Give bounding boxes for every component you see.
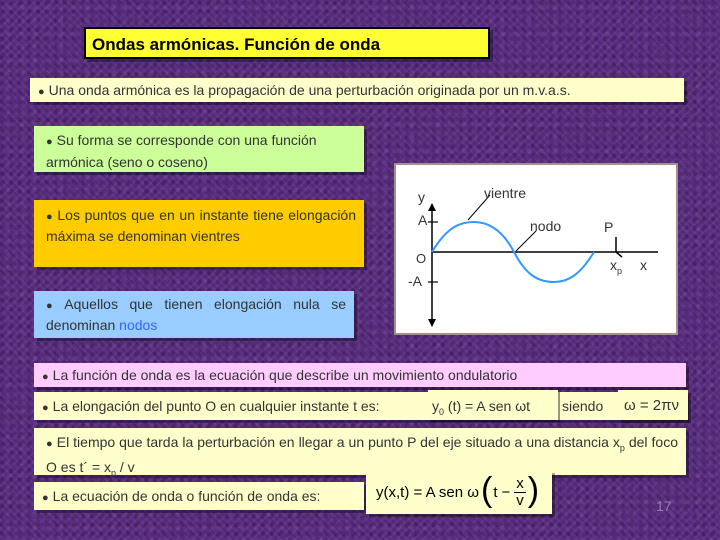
text-ecuacion-onda-label: La ecuación de onda o función de onda es: — [52, 488, 321, 504]
bullet-icon: ● — [46, 438, 53, 450]
bullet-icon: ● — [46, 300, 61, 312]
text-nodos — [34, 291, 354, 338]
eq-y0-main: y — [432, 398, 439, 414]
label-xp-main: x — [610, 257, 617, 273]
text-siendo: siendo — [562, 398, 604, 414]
label-nodo: nodo — [530, 218, 562, 234]
text-nodos-label: Aquellos que tienen elongación nula se denominan — [46, 296, 346, 333]
text-elongacion-label: La elongación del punto O en cualquier instante t es: — [52, 398, 380, 414]
bullet-icon: ● — [42, 492, 49, 504]
text-forma — [34, 126, 364, 172]
eq-paren-open: ( — [481, 470, 493, 509]
slide-number: 17 — [656, 498, 672, 514]
label-p: P — [604, 219, 614, 235]
text-ecuacion-onda — [34, 482, 364, 510]
equation-omega: ω = 2πν — [618, 390, 688, 420]
y-axis-arrow-up-icon — [428, 203, 436, 211]
text-vientres-label: Los puntos que en un instante tiene elongación máxima se denominan vientres — [46, 207, 356, 244]
eq-y0-rest: (t) = A sen ωt — [444, 398, 531, 414]
text-forma-label: Su forma se corresponde con una función armónica (seno o coseno) — [46, 132, 317, 170]
text-tiempo-b: del foco O es t´ = x — [46, 434, 678, 475]
bullet-icon: ● — [46, 211, 54, 223]
text-vientres — [34, 200, 364, 267]
text-funcion-onda-label: La función de onda es la ecuación que describe un movimiento ondulatorio — [52, 367, 518, 383]
text-tiempo-c: / v — [115, 458, 135, 475]
text-funcion-onda — [34, 363, 686, 387]
text-tiempo — [34, 428, 686, 478]
text-onda-armonica-label: Una onda armónica es la propagación de una perturbación originada por un m.v.a.s. — [48, 82, 571, 98]
eq-fraction-num: x — [516, 474, 524, 492]
label-xp — [610, 257, 622, 276]
label-y: y — [418, 189, 425, 205]
bullet-icon: ● — [42, 402, 49, 414]
bullet-icon: ● — [42, 371, 49, 383]
text-onda-armonica — [30, 78, 684, 102]
text-tiempo-a: El tiempo que tarda la perturbación en llegar a un punto P del eje situado a una distancia x — [56, 434, 620, 450]
eq-wave-left: y(x,t) = A sen ω — [376, 483, 480, 501]
eq-minus: − — [501, 483, 511, 501]
eq-fraction — [514, 476, 526, 509]
label-neg-a: -A — [408, 273, 422, 289]
label-xp-sub: p — [617, 265, 623, 276]
label-x: x — [640, 257, 647, 273]
slide-title: Ondas armónicas. Función de onda — [84, 27, 490, 59]
label-o: O — [416, 251, 427, 266]
eq-fraction-den: v — [516, 491, 524, 509]
bullet-icon: ● — [38, 86, 45, 98]
y-axis-arrow-down-icon — [428, 319, 436, 327]
text-nodos-highlight: nodos — [119, 317, 158, 333]
eq-y0-sub: 0 — [439, 406, 445, 417]
text-tiempo-sub1: p — [619, 442, 625, 453]
eq-wave-t: t — [493, 483, 498, 501]
nodo-pointer — [516, 231, 536, 251]
bullet-icon: ● — [46, 136, 53, 148]
equation-wave-function — [366, 470, 552, 514]
label-vientre: vientre — [484, 185, 527, 201]
text-tiempo-sub2: p — [110, 467, 116, 478]
text-elongacion — [34, 392, 686, 420]
eq-paren-close: ) — [527, 470, 540, 509]
equation-y0 — [428, 390, 558, 420]
wave-graph — [394, 163, 678, 335]
label-a: A — [418, 212, 428, 228]
wave-graph-svg — [396, 165, 676, 333]
